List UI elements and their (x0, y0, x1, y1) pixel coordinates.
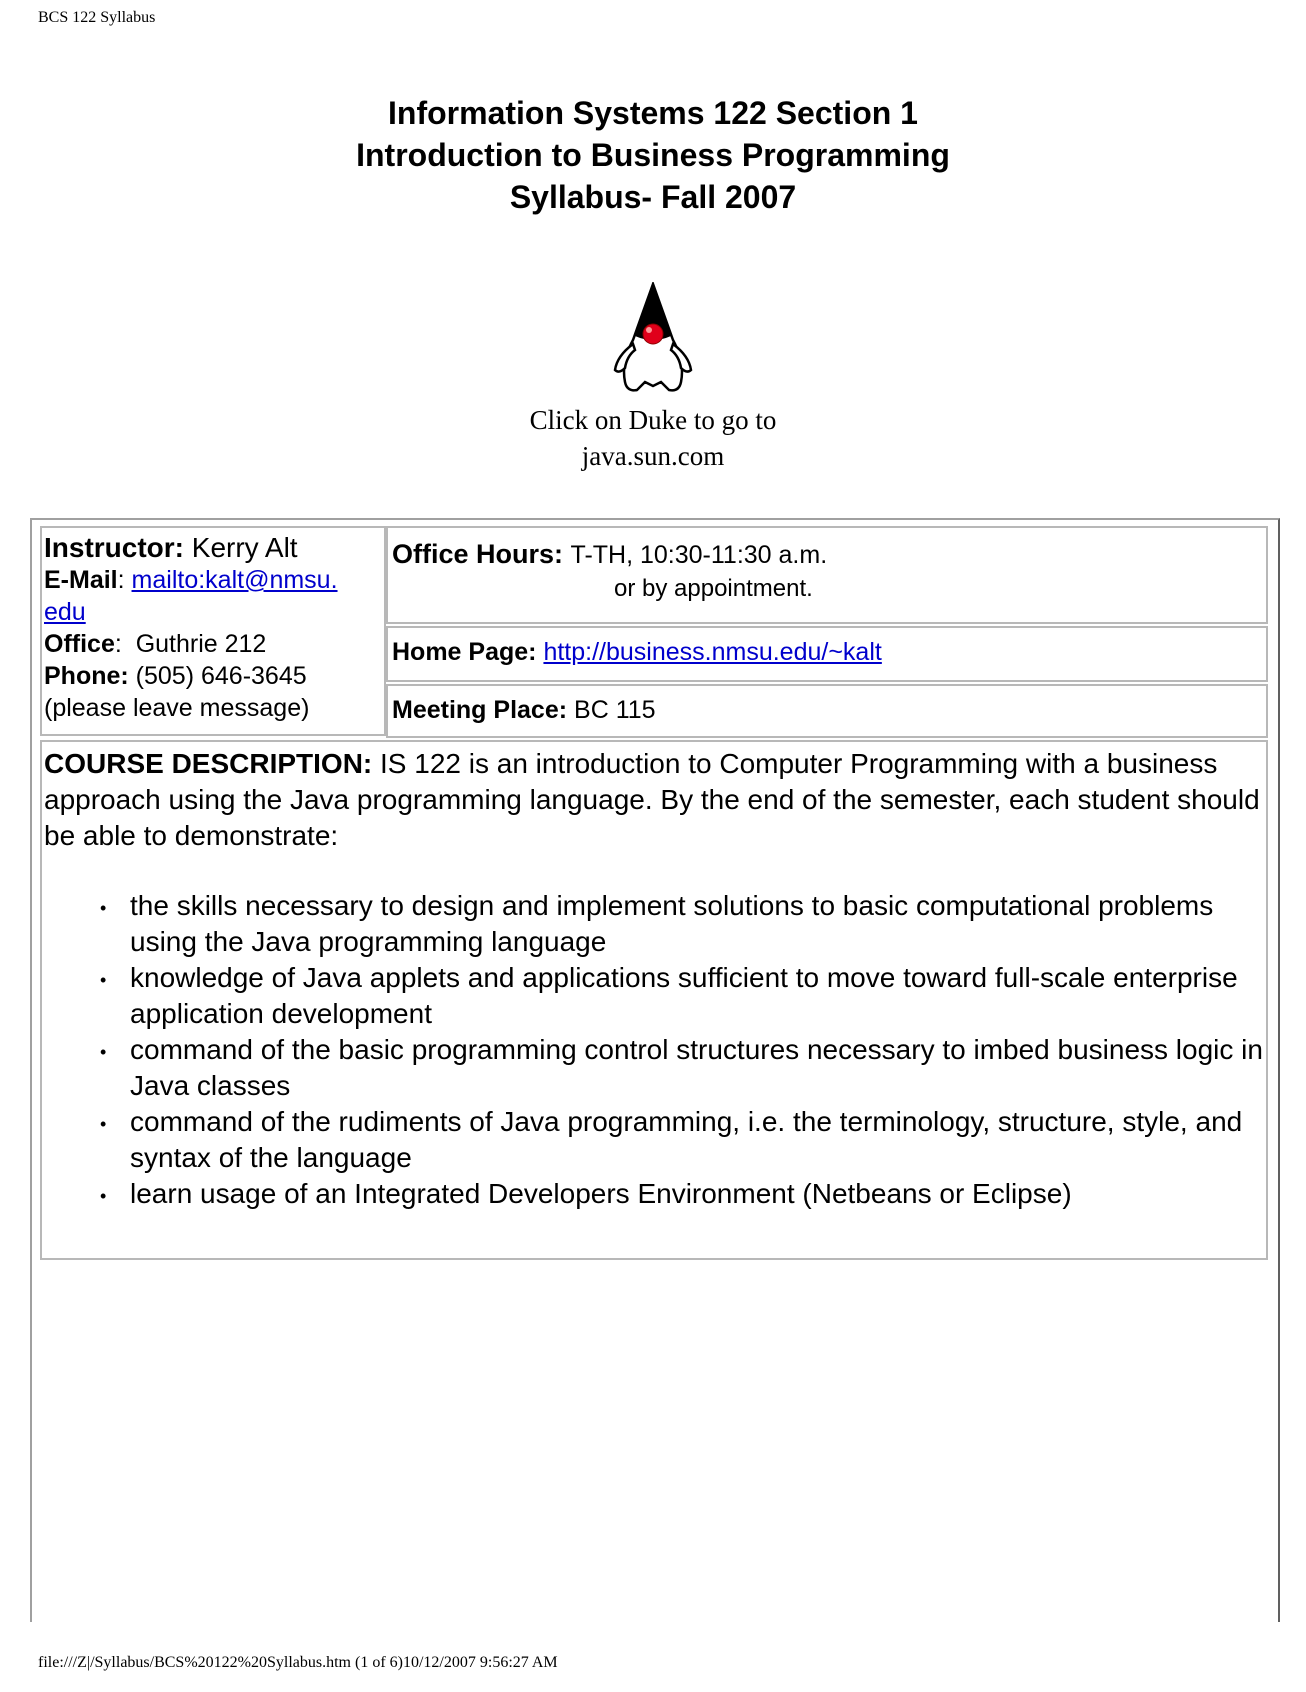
syllabus-table (30, 518, 1280, 1622)
meeting-place-label: Meeting Place: (392, 696, 568, 724)
office-hours-label: Office Hours: (392, 539, 564, 569)
phone-label: Phone: (44, 662, 129, 690)
duke-caption (453, 402, 853, 474)
print-header: BCS 122 Syllabus (38, 9, 156, 26)
office-hours-cell (386, 526, 1268, 624)
course-description-text: IS 122 is an introduction to Computer Programming with a business approach using the Java programming language. By the end of the semester, each student should be able to demonstrate: (44, 748, 1260, 851)
page-title (0, 92, 1306, 218)
office-hours-value-2: or by appointment. (614, 575, 813, 602)
list-item: • command of the basic programming control structures necessary to imbed business logic in Java classes (130, 1032, 1264, 1104)
course-description-label: COURSE DESCRIPTION: (44, 748, 373, 779)
email-link-part-2[interactable]: edu (44, 598, 86, 626)
duke-caption-line-2: java.sun.com (581, 441, 725, 471)
home-page-link[interactable]: http://business.nmsu.edu/~kalt (543, 638, 882, 666)
office-value: : Guthrie 212 (114, 630, 267, 658)
duke-caption-line-1: Click on Duke to go to (529, 405, 777, 435)
phone-note: (please leave message) (44, 694, 310, 722)
learning-outcomes-list (44, 888, 1264, 1212)
phone-value: (505) 646-3645 (135, 662, 307, 690)
list-item: • command of the rudiments of Java programming, i.e. the terminology, structure, style, and syntax of the language (130, 1104, 1264, 1176)
meeting-place-value: BC 115 (574, 696, 656, 724)
list-item: • the skills necessary to design and implement solutions to basic computational problems using the Java programming language (130, 888, 1264, 960)
list-item: • knowledge of Java applets and applications sufficient to move toward full-scale enterprise application development (130, 960, 1264, 1032)
title-line-3: Syllabus- Fall 2007 (509, 179, 797, 215)
instructor-cell (40, 526, 386, 736)
office-hours-value: T-TH, 10:30-11:30 a.m. (570, 541, 828, 569)
title-line-1: Information Systems 122 Section 1 (388, 95, 918, 131)
office-label: Office (44, 630, 115, 658)
list-item: • learn usage of an Integrated Developers Environment (Netbeans or Eclipse) (130, 1176, 1264, 1212)
email-link-part-1[interactable]: mailto:kalt@nmsu. (131, 566, 338, 594)
home-page-label: Home Page: (392, 638, 537, 666)
instructor-name: Kerry Alt (191, 532, 298, 563)
email-separator: : (117, 566, 132, 594)
meeting-place-cell (386, 684, 1268, 738)
title-line-2: Introduction to Business Programming (356, 137, 950, 173)
print-footer: file:///Z|/Syllabus/BCS%20122%20Syllabus.htm (1 of 6)10/12/2007 9:56:27 AM (38, 1654, 558, 1671)
course-description-cell (40, 740, 1268, 1260)
email-label: E-Mail (44, 566, 118, 594)
java-duke-mascot-icon[interactable] (603, 282, 703, 400)
home-page-cell (386, 626, 1268, 682)
instructor-label: Instructor: (44, 532, 184, 563)
